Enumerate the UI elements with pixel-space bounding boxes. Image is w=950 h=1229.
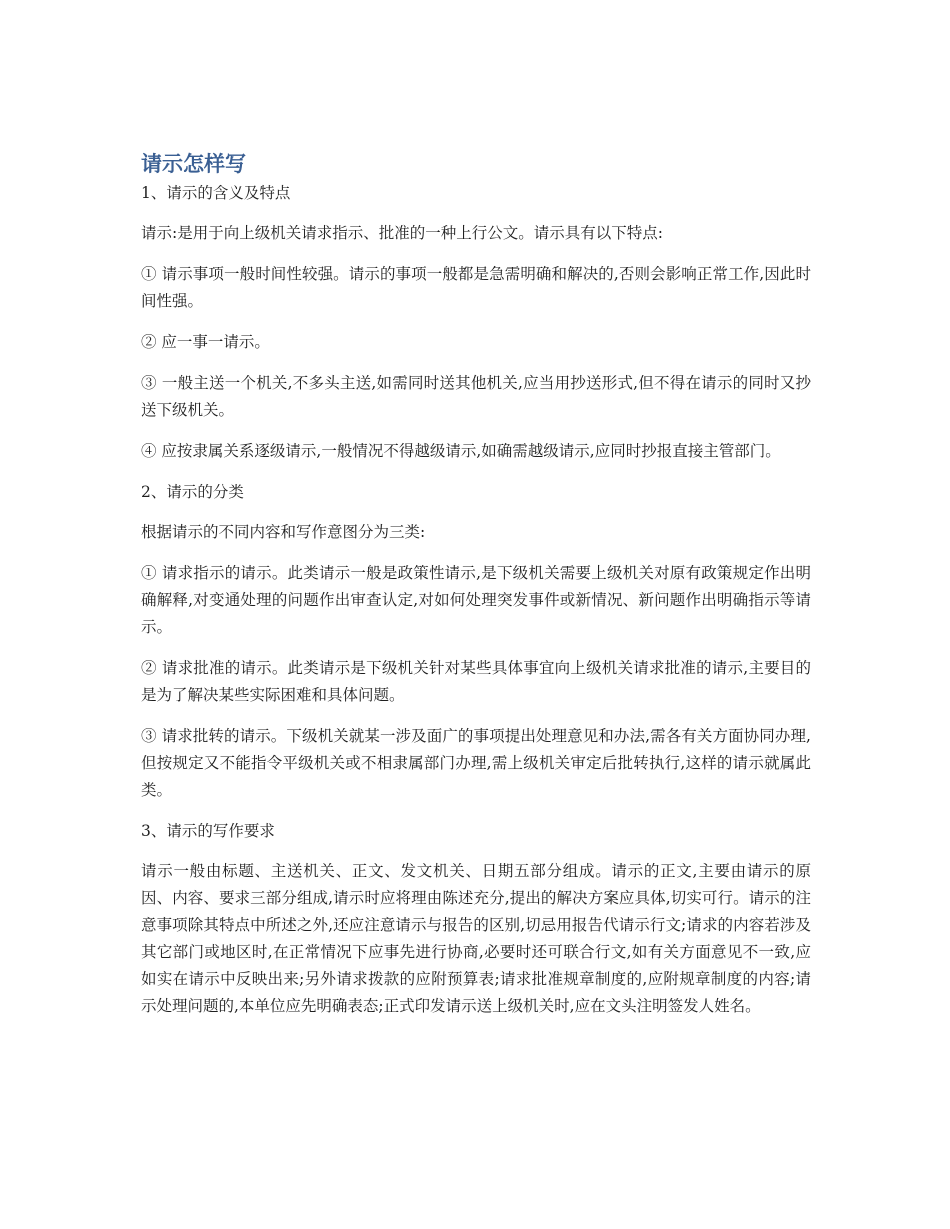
paragraph: 请示:是用于向上级机关请求指示、批准的一种上行公文。请示具有以下特点: (141, 224, 663, 242)
paragraph: ④ 应按隶属关系逐级请示,一般情况不得越级请示,如确需越级请示,应同时抄报直接主管部门。 (141, 442, 781, 460)
paragraph: 请示一般由标题、主送机关、正文、发文机关、日期五部分组成。请示的正文,主要由请示的原因、内容、要求三部分组成,请示时应将理由陈述充分,提出的解决方案应具体,切实可行。请示的注意事项除其特点中所述之外,还应注意请示与报告的区别,切忌用报告代请示行文;请求的内容若涉及其它部门或地区时,在正常情况下应事先进行协商,必要时还可联合行文,如有关方面意见不一致,应如实在请示中反映出来;另外请求拨款的应附预算表;请求批准规章制度的,应附规章制度的内容;请示处理问题的,本单位应先明确表态;正式印发请示送上级机关时,应在文头注明签发人姓名。 (141, 862, 811, 1015)
section-heading: 3、请示的写作要求 (141, 822, 275, 840)
document-page (141, 150, 811, 1034)
section-3 (141, 818, 811, 1020)
section-heading: 2、请示的分类 (141, 483, 244, 501)
paragraph: ① 请求指示的请示。此类请示一般是政策性请示,是下级机关需要上级机关对原有政策规定作出明确解释,对变通处理的问题作出审查认定,对如何处理突发事件或新情况、新问题作出明确指示等请示。 (141, 564, 811, 636)
paragraph: 根据请示的不同内容和写作意图分为三类: (141, 523, 426, 541)
paragraph: ③ 一般主送一个机关,不多头主送,如需同时送其他机关,应当用抄送形式,但不得在请示的同时又抄送下级机关。 (141, 374, 811, 419)
paragraph: ② 请求批准的请示。此类请示是下级机关针对某些具体事宜向上级机关请求批准的请示,主要目的是为了解决某些实际困难和具体问题。 (141, 659, 811, 704)
section-heading: 1、请示的含义及特点 (141, 184, 291, 202)
paragraph: ① 请示事项一般时间性较强。请示的事项一般都是急需明确和解决的,否则会影响正常工作,因此时间性强。 (141, 265, 811, 310)
document-title: 请示怎样写 (141, 152, 246, 176)
paragraph: ② 应一事一请示。 (141, 333, 270, 351)
section-1 (141, 180, 811, 465)
section-2 (141, 479, 811, 804)
paragraph: ③ 请求批转的请示。下级机关就某一涉及面广的事项提出处理意见和办法,需各有关方面协同办理,但按规定又不能指令平级机关或不相隶属部门办理,需上级机关审定后批转执行,这样的请示就属此类。 (141, 727, 811, 799)
